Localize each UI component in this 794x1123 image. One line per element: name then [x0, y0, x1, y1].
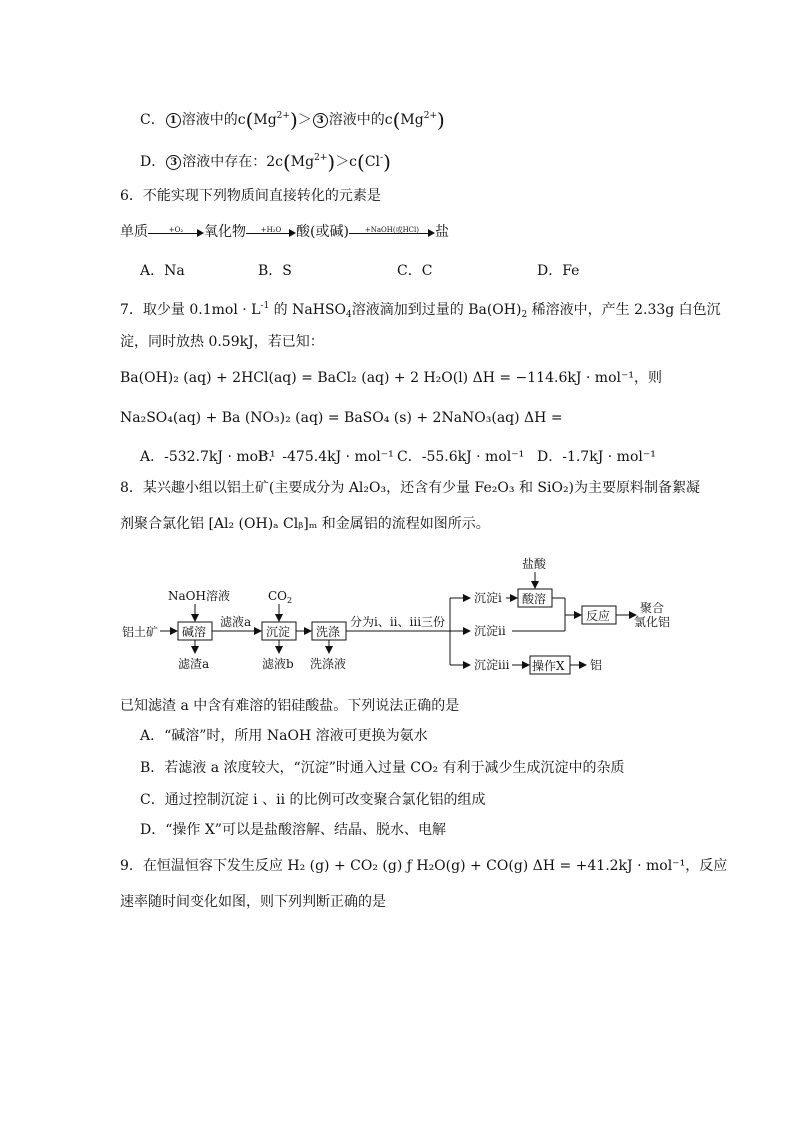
flow-precipitate-ii: 沉淀ii: [474, 624, 506, 638]
q7-option-a: A．-532.7kJ · mol⁻¹: [140, 449, 276, 465]
q6-option-a: A．Na: [140, 263, 185, 279]
flow-product-aluminum: 铝: [590, 658, 603, 672]
q7-stem-line2: 淀，同时放热 0.59kJ，若已知：: [120, 334, 324, 350]
flow-precipitate-i: 沉淀i: [474, 591, 502, 605]
svg-text:酸溶: 酸溶: [522, 592, 547, 606]
circled-number: 1: [166, 113, 181, 128]
q6-option-c: C．C: [397, 263, 433, 279]
svg-text:操作X: 操作X: [532, 659, 565, 673]
flow-raw-material: 铝土矿: [122, 625, 159, 639]
flow-product-pac-line1: 聚合: [640, 601, 665, 615]
svg-text:洗涤: 洗涤: [316, 625, 341, 639]
q7-option-d: D．-1.7kJ · mol⁻¹: [537, 449, 656, 465]
q8-stem-line1: 8．某兴趣小组以铝土矿(主要成分为 Al₂O₃，还含有少量 Fe₂O₃ 和 SiO₂)为主要原料制备絮凝: [120, 480, 701, 496]
flow-reagent-co2: $CO_2$: [268, 589, 293, 605]
option-label: C．: [140, 112, 165, 128]
q7-equation-2: Na₂SO₄(aq) + Ba (NO₃)₂ (aq) = BaSO₄ (s) + 2NaNO₃(aq) ΔH =: [120, 410, 563, 426]
reaction-arrow: +NaOH(或HCl): [349, 222, 435, 242]
reaction-arrow: +H₂O: [246, 222, 296, 242]
q8-option-b: B．若滤液 a 浓度较大，“沉淀”时通入过量 CO₂ 有利于减少生成沉淀中的杂质: [140, 760, 625, 776]
q8-option-a: A．“碱溶”时，所用 NaOH 溶液可更换为氨水: [140, 728, 428, 744]
q7-equation-1: Ba(OH)₂ (aq) + 2HCl(aq) = BaCl₂ (aq) + 2 H₂O(l) ΔH = −114.6kJ · mol⁻¹，则: [120, 370, 662, 386]
q7-stem-line1: 7．取少量 $0.1mol \cdot L^{-1}$ 的 NaHSO$_4$溶液滴加到过量的 $Ba(OH)_2$ 稀溶液中，产生 2.33g 白色沉: [120, 301, 721, 320]
q6-option-b: B．S: [258, 263, 292, 279]
flow-out-wash-liquid: 洗涤液: [310, 657, 347, 671]
circled-number: 3: [166, 155, 181, 170]
q6-stem: 6．不能实现下列物质间直接转化的元素是: [120, 188, 381, 204]
reaction-arrow: +O₂: [148, 222, 204, 242]
flow-precipitate-iii: 沉淀iii: [474, 658, 510, 672]
q6-option-d: D．Fe: [537, 263, 580, 279]
q9-stem-line1: 9．在恒温恒容下发生反应 H₂ (g) + CO₂ (g) ƒ H₂O(g) + CO(g) ΔH = +41.2kJ · mol⁻¹，反应: [120, 858, 728, 874]
q9-stem-line2: 速率随时间变化如图，则下列判断正确的是: [120, 894, 386, 910]
q7-option-b: B．-475.4kJ · mol⁻¹: [258, 449, 394, 465]
q6-conversion-chain: 单质 +O₂ 氧化物 +H₂O 酸(或碱) +NaOH(或HCl) 盐: [120, 224, 449, 240]
flow-reagent-hcl: 盐酸: [522, 557, 547, 571]
flow-label-filtrate-a: 滤液a: [220, 615, 252, 629]
q8-note: 已知滤渣 a 中含有难溶的铝硅酸盐。下列说法正确的是: [120, 698, 460, 714]
q5-option-d: D． 3 溶液中存在：$2c(Mg^{2+})>c(Cl^-)$: [140, 150, 391, 174]
flow-label-split: 分为i、ii、iii三份: [350, 615, 446, 629]
svg-text:碱溶: 碱溶: [182, 625, 207, 639]
process-flow-diagram: [0, 550, 794, 680]
flow-reagent-naoh: NaOH溶液: [168, 589, 230, 603]
flow-product-pac-line2: 氯化铝: [634, 615, 671, 629]
q8-stem-line2: 剂聚合氯化铝 [Al₂ (OH)ₐ Clᵦ]ₘ 和金属铝的流程如图所示。: [120, 516, 490, 532]
q8-option-c: C．通过控制沉淀 ⅰ 、ⅱ 的比例可改变聚合氯化铝的组成: [140, 792, 486, 808]
q8-option-d: D．“操作 X”可以是盐酸溶解、结晶、脱水、电解: [140, 822, 446, 838]
flow-out-filtrate-b: 滤液b: [262, 657, 294, 671]
circled-number: 3: [313, 113, 328, 128]
flow-out-residue-a: 滤渣a: [178, 657, 210, 671]
svg-text:沉淀: 沉淀: [266, 625, 291, 639]
q7-option-c: C．-55.6kJ · mol⁻¹: [397, 449, 525, 465]
q5-option-c: C． 1 溶液中的$c(Mg^{2+})> 3$ 溶液中的$c(Mg^{2+})$: [140, 108, 445, 132]
svg-text:反应: 反应: [586, 609, 611, 623]
